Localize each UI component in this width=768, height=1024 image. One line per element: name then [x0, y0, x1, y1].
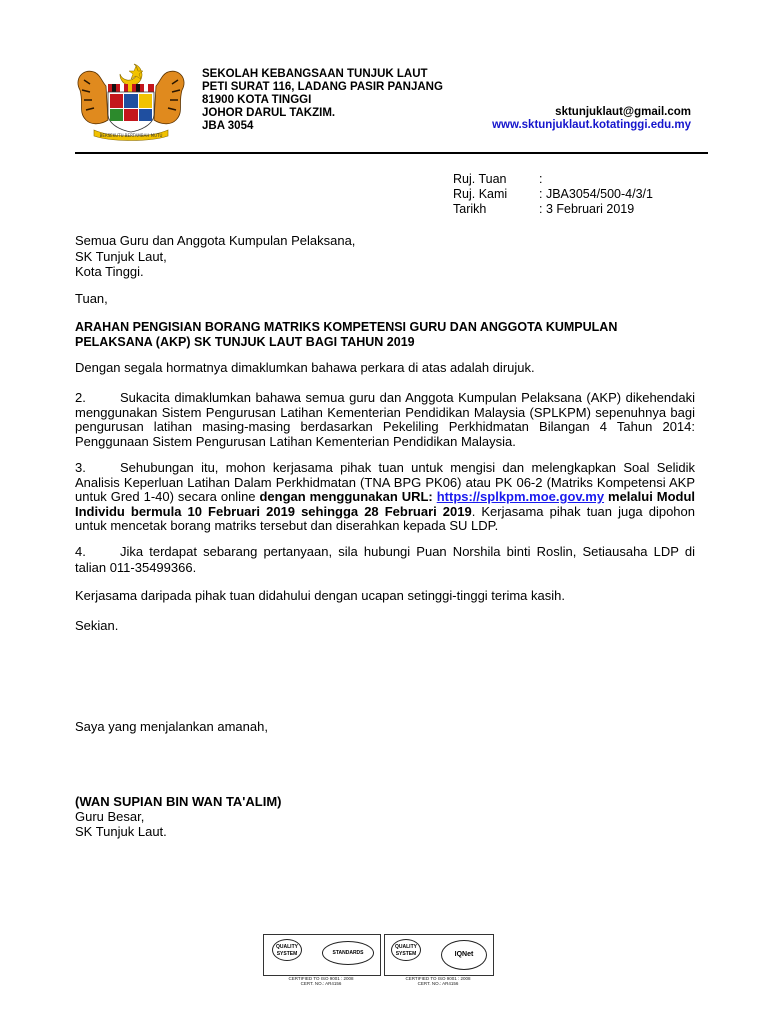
school-name: SEKOLAH KEBANGSAAN TUNJUK LAUT: [202, 68, 428, 80]
paragraph-5: Kerjasama daripada pihak tuan didahului dengan ucapan setinggi-tinggi terima kasih.: [75, 588, 565, 603]
ref-tarikh-label: Tarikh: [453, 202, 487, 216]
quality-system-badge-right: QUALITY SYSTEM: [391, 939, 421, 961]
paragraph-2-text: Sukacita dimaklumkan bahawa semua guru dan Anggota Kumpulan Pelaksana (AKP) dikehendaki menggunakan Sistem Pengurusan Latihan Kementerian Pendidikan Malaysia (SPLKPM) sepenuhnya bagi pengurusan latihan masing-masing berdasarkan Pekeliling Perkhidmatan Bilangan 4 Tahun 2014: Penggunaan Sistem Pengurusan Latihan Kementerian Pendidikan Malaysia.: [75, 390, 695, 449]
recipient-line-3: Kota Tinggi.: [75, 264, 144, 279]
left-cert-caption-2: CERT. NO.: AR4156: [300, 981, 342, 986]
paragraph-1: Dengan segala hormatnya dimaklumkan bahawa perkara di atas adalah dirujuk.: [75, 360, 535, 375]
paragraph-4: [75, 544, 695, 576]
standards-badge: STANDARDS: [322, 941, 374, 965]
ref-tarikh-value: : 3 Februari 2019: [539, 202, 635, 216]
ref-ruj-kami-label: Ruj. Kami: [453, 187, 508, 201]
ref-ruj-tuan-value: :: [539, 172, 543, 186]
paragraph-6: Sekian.: [75, 618, 119, 633]
paragraph-2-number: 2.: [75, 390, 86, 405]
paragraph-4-text: Jika terdapat sebarang pertanyaan, sila hubungi Puan Norshila binti Roslin, Setiausaha LDP di talian 011-35499366.: [75, 544, 695, 575]
ref-ruj-tuan-label: Ruj. Tuan: [453, 172, 507, 186]
splkpm-url-link[interactable]: https://splkpm.moe.gov.my: [436, 489, 605, 504]
subject-line-2: PELAKSANA (AKP) SK TUNJUK LAUT BAGI TAHUN 2019: [75, 334, 415, 349]
signatory-title: Guru Besar,: [75, 809, 145, 824]
address-line-3: JOHOR DARUL TAKZIM.: [202, 107, 336, 119]
recipient-block: [75, 233, 355, 280]
paragraph-3-bold-a: dengan menggunakan URL:: [259, 489, 437, 504]
salutation: Tuan,: [75, 291, 108, 306]
ref-tarikh: [453, 202, 634, 217]
signatory-org: SK Tunjuk Laut.: [75, 824, 167, 839]
closing-amanah: Saya yang menjalankan amanah,: [75, 719, 268, 734]
quality-system-badge-left: QUALITY SYSTEM: [272, 939, 302, 961]
school-email[interactable]: sktunjuklaut@gmail.com: [555, 106, 691, 118]
paragraph-3-text-b: . Kerjasama pihak tuan juga dipohon untuk mencetak borang matriks tersebut dan diserahkan kepada SU LDP.: [75, 503, 695, 533]
right-cert-caption-2: CERT. NO.: AR4156: [417, 981, 459, 986]
subject-line-1: ARAHAN PENGISIAN BORANG MATRIKS KOMPETENSI GURU DAN ANGGOTA KUMPULAN: [75, 320, 618, 334]
recipient-line-2: SK Tunjuk Laut,: [75, 248, 167, 264]
paragraph-2: [75, 391, 695, 449]
ref-ruj-kami: [453, 187, 653, 202]
signatory-name: (WAN SUPIAN BIN WAN TA'ALIM): [75, 794, 282, 809]
address-line-1: PETI SURAT 116, LADANG PASIR PANJANG: [202, 81, 443, 93]
recipient-line-1: Semua Guru dan Anggota Kumpulan Pelaksana,: [75, 233, 356, 248]
malaysia-coat-of-arms-icon: [72, 60, 190, 142]
subject: [75, 320, 695, 349]
right-cert-caption-1: CERTIFIED TO ISO 9001 : 2008: [405, 976, 471, 981]
left-cert-caption-1: CERTIFIED TO ISO 9001 : 2008: [288, 976, 354, 981]
paragraph-3-number: 3.: [75, 460, 86, 475]
paragraph-3: [75, 461, 695, 534]
ref-ruj-kami-value: : JBA3054/500-4/3/1: [539, 187, 653, 201]
school-code: JBA 3054: [202, 120, 254, 132]
paragraph-3-bold-b: melalui Modul Individu bermula 10 Februari 2019 sehingga 28 Februari 2019: [75, 489, 696, 519]
header-divider: [75, 152, 708, 154]
iso-certification-logo-left: [263, 934, 381, 976]
iqnet-badge: IQNet: [441, 940, 487, 970]
ref-ruj-tuan: [453, 172, 542, 187]
svg-text:BERSEKUTU BERTAMBAH MUTU: BERSEKUTU BERTAMBAH MUTU: [99, 133, 163, 138]
iso-certification-logo-right: [384, 934, 494, 976]
paragraph-4-number: 4.: [75, 544, 86, 559]
school-website[interactable]: www.sktunjuklaut.kotatinggi.edu.my: [492, 119, 691, 131]
paragraph-3-text-a: Sehubungan itu, mohon kerjasama pihak tuan untuk mengisi dan melengkapkan Soal Selidik Analisis Keperluan Latihan Dalam Perkhidmatan (TNA BPG PK06) atau PK 06-2 (Matriks Kompetensi AKP untuk Gred 1-40) secara online: [75, 460, 695, 504]
address-line-2: 81900 KOTA TINGGI: [202, 94, 312, 106]
